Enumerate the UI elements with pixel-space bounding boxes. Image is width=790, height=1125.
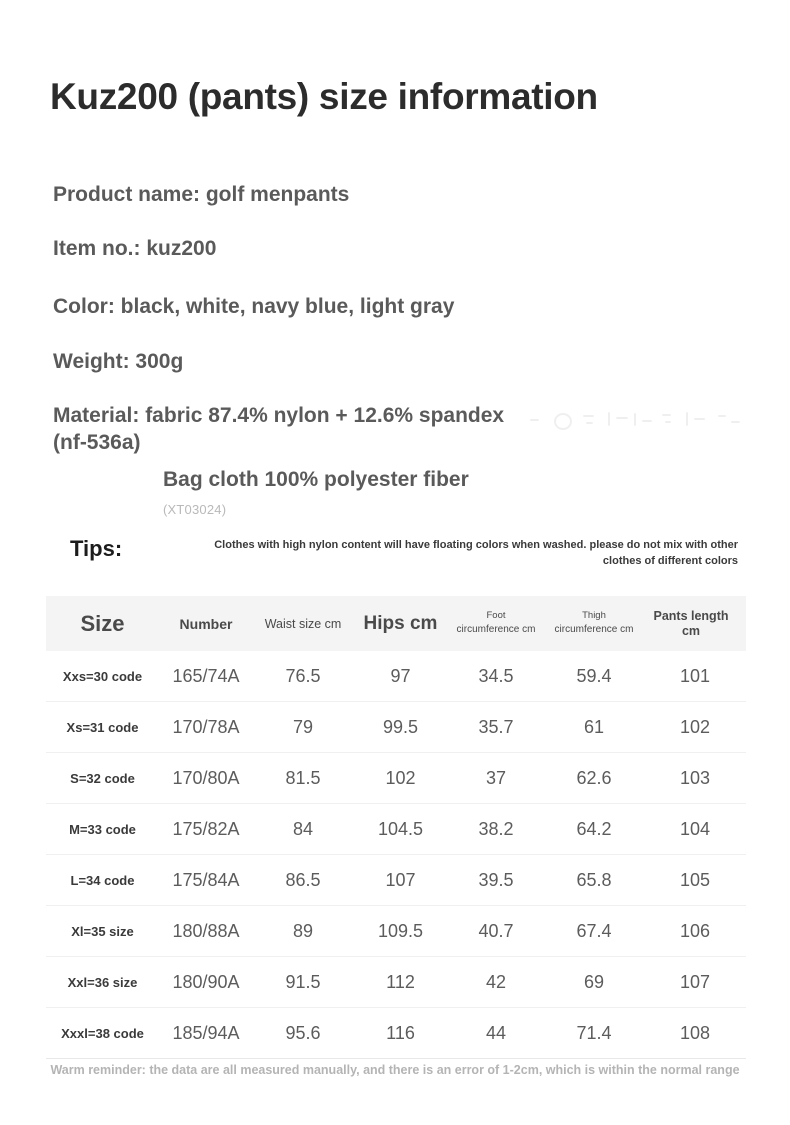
cell-size: S=32 code <box>70 770 135 786</box>
cell-foot-circumference: 42 <box>485 971 507 992</box>
table-body <box>46 651 746 1059</box>
cell-thigh-circumference: 64.2 <box>576 818 612 839</box>
cell-foot-circumference: 44 <box>485 1022 507 1043</box>
cell-number: 180/88A <box>172 920 240 941</box>
header-foot-line1: Foot <box>486 610 506 622</box>
header-pants-length <box>644 609 746 639</box>
cell-thigh-circumference: 59.4 <box>576 665 612 686</box>
cell-hips: 99.5 <box>382 716 419 737</box>
cell-number: 175/84A <box>172 869 240 890</box>
cell-number: 170/80A <box>172 767 240 788</box>
cell-hips: 97 <box>390 665 411 686</box>
cell-waist: 76.5 <box>285 665 321 686</box>
cell-pants-length: 108 <box>679 1022 711 1043</box>
header-size: Size <box>80 610 125 636</box>
cell-size: Xxs=30 code <box>62 668 143 684</box>
spec-material: Material: fabric 87.4% nylon + 12.6% spandex (nf-536a) <box>53 404 505 454</box>
header-number: Number <box>179 615 233 632</box>
cell-size: Xxl=36 size <box>67 974 138 990</box>
table-row <box>46 855 746 906</box>
spec-item-no: Item no.: kuz200 <box>53 237 217 260</box>
cell-number: 185/94A <box>172 1022 240 1043</box>
cell-foot-circumference: 39.5 <box>478 869 514 890</box>
cell-waist: 89 <box>292 920 314 941</box>
cell-pants-length: 103 <box>679 767 711 788</box>
cell-pants-length: 106 <box>679 920 711 941</box>
cell-hips: 107 <box>385 869 416 890</box>
header-foot-circumference <box>448 610 544 636</box>
spec-bag-cloth: Bag cloth 100% polyester fiber <box>163 468 469 491</box>
spec-color: Color: black, white, navy blue, light gray <box>53 295 455 318</box>
cell-thigh-circumference: 61 <box>583 716 605 737</box>
table-row <box>46 1008 746 1059</box>
cell-pants-length: 105 <box>679 869 711 890</box>
cell-number: 180/90A <box>172 971 240 992</box>
header-pants-line2: cm <box>681 623 701 638</box>
cell-waist: 81.5 <box>285 767 321 788</box>
table-header-row <box>46 596 746 651</box>
header-thigh-line2: circumference cm <box>554 624 634 636</box>
cell-waist: 84 <box>292 818 314 839</box>
cell-size: Xs=31 code <box>66 719 139 735</box>
spec-weight: Weight: 300g <box>53 350 184 373</box>
spec-bag-code: (XT03024) <box>163 502 227 517</box>
header-thigh-circumference <box>544 610 644 636</box>
cell-size: L=34 code <box>70 872 135 888</box>
header-foot-line2: circumference cm <box>456 624 536 636</box>
cell-hips: 116 <box>386 1022 415 1043</box>
cell-hips: 112 <box>386 971 415 992</box>
cell-waist: 79 <box>292 716 314 737</box>
watermark-artifact <box>528 410 750 434</box>
table-row <box>46 753 746 804</box>
cell-number: 170/78A <box>172 716 240 737</box>
cell-number: 175/82A <box>172 818 240 839</box>
cell-thigh-circumference: 65.8 <box>576 869 612 890</box>
cell-foot-circumference: 40.7 <box>478 920 514 941</box>
header-thigh-line1: Thigh <box>582 610 606 622</box>
cell-hips: 104.5 <box>377 818 424 839</box>
table-row <box>46 702 746 753</box>
cell-pants-length: 101 <box>679 665 711 686</box>
cell-thigh-circumference: 67.4 <box>576 920 612 941</box>
cell-thigh-circumference: 71.4 <box>576 1022 612 1043</box>
table-row <box>46 651 746 702</box>
page-title: Kuz200 (pants) size information <box>50 76 598 117</box>
header-hips: Hips cm <box>363 612 438 634</box>
cell-size: Xl=35 size <box>71 923 134 939</box>
header-waist: Waist size cm <box>264 616 342 631</box>
cell-hips: 102 <box>385 767 416 788</box>
tips-label: Tips: <box>70 536 123 561</box>
size-table <box>46 596 746 1059</box>
cell-thigh-circumference: 69 <box>583 971 605 992</box>
spec-product-name: Product name: golf menpants <box>53 183 350 206</box>
footer-note: Warm reminder: the data are all measured manually, and there is an error of 1-2cm, which is within the normal range <box>50 1063 740 1077</box>
tips-text: Clothes with high nylon content will have floating colors when washed. please do not mix with other clothes of different colors <box>214 539 738 567</box>
cell-foot-circumference: 35.7 <box>478 716 514 737</box>
cell-foot-circumference: 37 <box>485 767 507 788</box>
table-row <box>46 957 746 1008</box>
cell-foot-circumference: 38.2 <box>478 818 514 839</box>
cell-size: Xxxl=38 code <box>61 1025 144 1041</box>
cell-waist: 91.5 <box>285 971 321 992</box>
cell-foot-circumference: 34.5 <box>478 665 514 686</box>
cell-hips: 109.5 <box>377 920 424 941</box>
table-row <box>46 804 746 855</box>
cell-waist: 86.5 <box>285 869 321 890</box>
header-pants-line1: Pants length <box>653 608 729 623</box>
cell-pants-length: 104 <box>679 818 711 839</box>
cell-number: 165/74A <box>172 665 240 686</box>
cell-pants-length: 102 <box>679 716 711 737</box>
cell-size: M=33 code <box>69 821 136 837</box>
cell-pants-length: 107 <box>679 971 711 992</box>
cell-waist: 95.6 <box>285 1022 321 1043</box>
table-row <box>46 906 746 957</box>
cell-thigh-circumference: 62.6 <box>576 767 612 788</box>
